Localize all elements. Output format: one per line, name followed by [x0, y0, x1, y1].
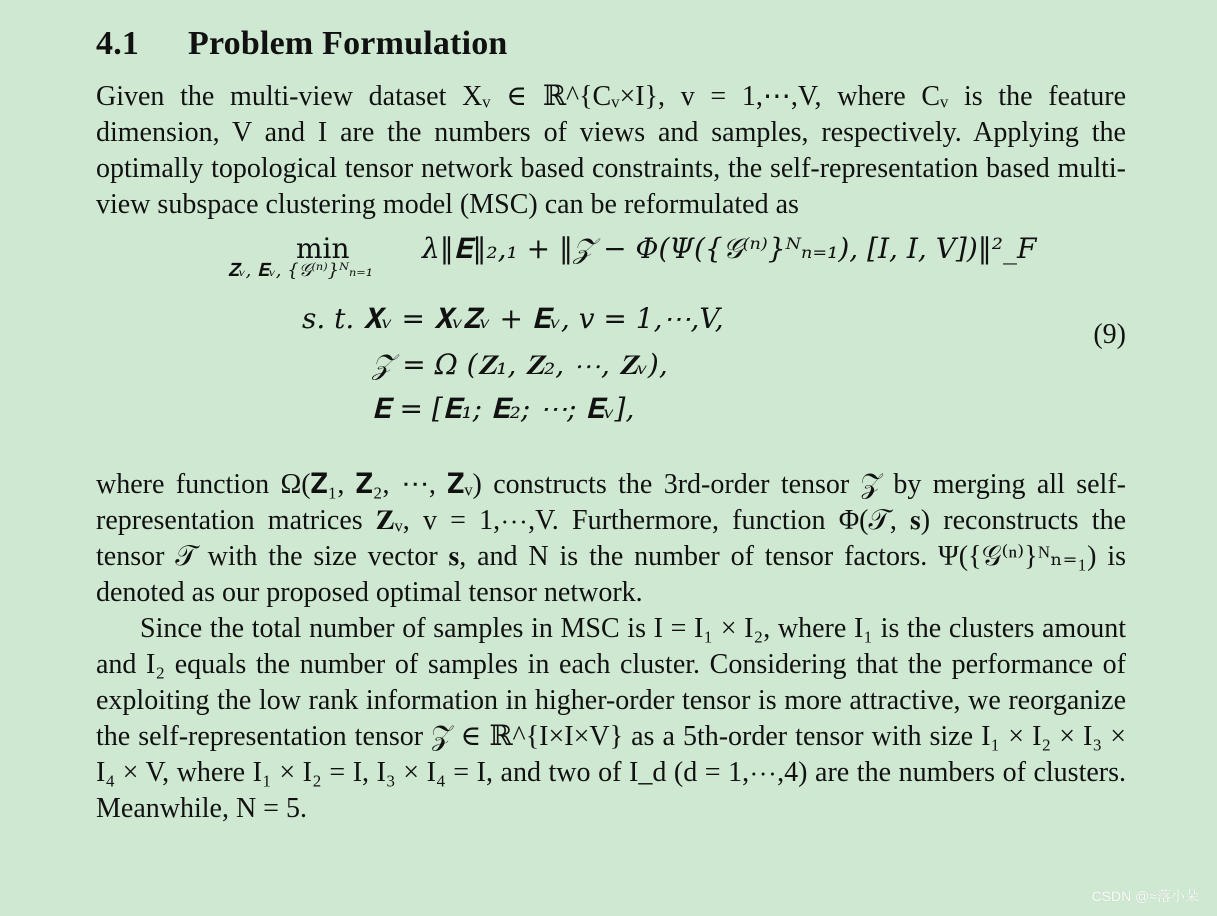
equation-number: (9): [1093, 319, 1126, 351]
samples-paragraph: Since the total number of samples in MSC is I = I₁ × I₂, where I₁ is the clusters amount and I₂ equals the number of samples in each cluster. Considering that the performance of exploiting the low rank information in higher-order tensor is more attractive, we reorganize the self-representation tensor 𝒵 ∈ ℝ^{I×I×V} as a 5th-order tensor with size I₁ × I₂ × I₃ × I₄ × V, where I₁ × I₂ = I, I₃ × I₄ = I, and two of I_d (d = 1,⋯,4) are the numbers of clusters. Meanwhile, N = 5.: [96, 613, 1126, 825]
equation-constraint-2: 𝒵 = Ω (𝐙₁, 𝐙₂, ⋯, 𝐙ᵥ),: [372, 348, 668, 382]
paper-page: [96, 24, 1126, 827]
intro-paragraph: Given the multi-view dataset Xᵥ ∈ ℝ^{Cᵥ×I}, v = 1,⋯,V, where Cᵥ is the feature dimension, V and I are the numbers of views and samples, respectively. Applying the optimally topological tensor network based constraints, the self-representation based multi-view subspace clustering model (MSC) can be reformulated as: [96, 81, 1126, 221]
section-title: Problem Formulation: [188, 25, 508, 62]
equation-constraint-1: s. t. 𝐗ᵥ = 𝐗ᵥ𝐙ᵥ + 𝐄ᵥ, v = 1,⋯,V,: [302, 302, 724, 336]
equation-min-label: min: [296, 232, 350, 266]
equation-objective: λ‖𝐄‖₂,₁ + ‖𝒵 − Φ(Ψ({𝒢⁽ⁿ⁾}ᴺₙ₌₁), [I, I, V])‖²_F: [422, 232, 1037, 266]
section-heading: [96, 24, 1126, 63]
equation-constraint-3: 𝐄 = [𝐄₁; 𝐄₂; ⋯; 𝐄ᵥ],: [372, 392, 635, 426]
csdn-watermark: CSDN @≈落小朵: [1091, 888, 1199, 904]
section-number: 4.1: [96, 25, 140, 62]
explanation-paragraph: where function Ω(𝐙₁, 𝐙₂, ⋯, 𝐙ᵥ) constructs the 3rd-order tensor 𝒵 by merging all self-representation matrices 𝐙ᵥ, v = 1,⋯,V. Furthermore, function Φ(𝒯, 𝐬) reconstructs the tensor 𝒯 with the size vector 𝐬, and N is the number of tensor factors. Ψ({𝒢⁽ⁿ⁾}ᴺₙ₌₁) is denoted as our proposed optimal tensor network.: [96, 469, 1126, 609]
equation-9: [96, 231, 1126, 457]
equation-min-subscript: 𝐙ᵥ, 𝐄ᵥ, {𝒢⁽ⁿ⁾}ᴺₙ₌₁: [228, 260, 373, 282]
